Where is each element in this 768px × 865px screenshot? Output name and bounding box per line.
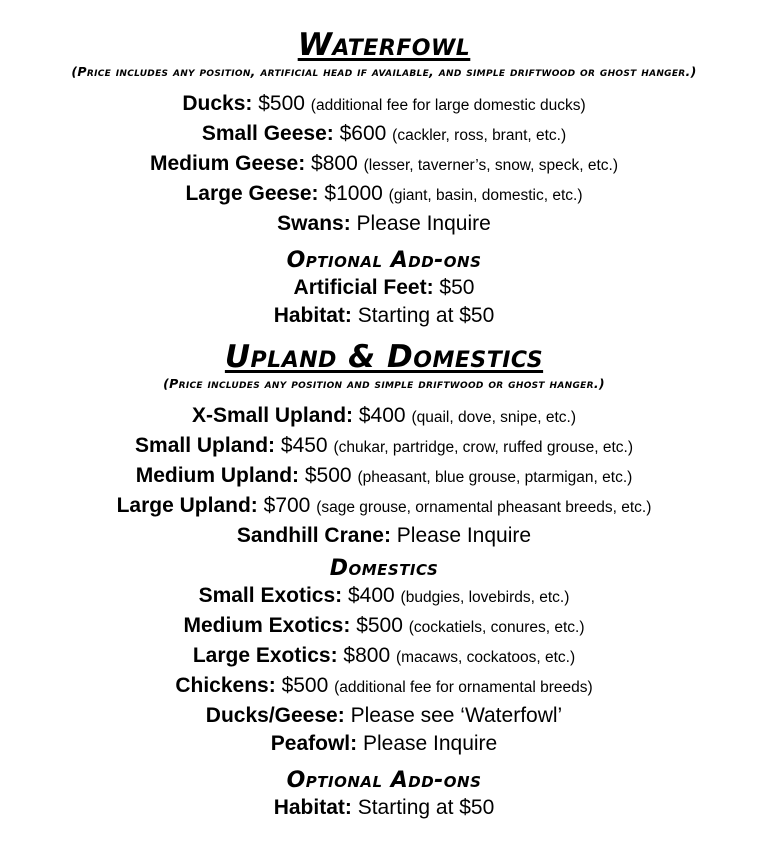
- item-label: X-Small Upland:: [192, 404, 354, 427]
- waterfowl-title: Waterfowl: [297, 27, 471, 63]
- item-label: Small Geese:: [201, 122, 334, 145]
- price-row: [0, 672, 768, 702]
- waterfowl-addons-list: [0, 274, 768, 330]
- item-price: Please see ‘Waterfowl’: [350, 704, 563, 727]
- domestics-addons-title: Optional Add-ons: [286, 768, 482, 793]
- item-label: Large Upland:: [116, 494, 258, 517]
- upland-price-list: [0, 402, 768, 550]
- waterfowl-note: (Price includes any position, artificial head if available, and simple driftwood or ghost hanger.): [71, 64, 697, 79]
- addon-price: $50: [439, 276, 475, 299]
- item-label: Large Exotics:: [192, 644, 338, 667]
- waterfowl-section: [0, 28, 768, 330]
- item-price: Please Inquire: [356, 212, 491, 235]
- item-price: $800: [311, 152, 358, 175]
- item-price: $500: [281, 674, 329, 697]
- item-price: $800: [343, 644, 391, 667]
- addon-price: Starting at $50: [357, 304, 495, 327]
- item-price: Please Inquire: [396, 524, 532, 547]
- item-note: (additional fee for large domestic ducks): [310, 97, 586, 114]
- price-row: [0, 210, 768, 238]
- item-label: Ducks/Geese:: [205, 704, 345, 727]
- domestics-title: Domestics: [329, 556, 439, 581]
- item-label: Small Upland:: [135, 434, 276, 457]
- item-note: (pheasant, blue grouse, ptarmigan, etc.): [357, 469, 633, 486]
- item-note: (budgies, lovebirds, etc.): [400, 589, 570, 606]
- item-price: $400: [358, 404, 406, 427]
- item-price: $600: [339, 122, 387, 145]
- item-price: Please Inquire: [362, 732, 498, 755]
- addon-row: [0, 302, 768, 330]
- price-row: [0, 730, 768, 758]
- item-note: (sage grouse, ornamental pheasant breeds, etc.): [316, 499, 652, 516]
- item-note: (quail, dove, snipe, etc.): [411, 409, 576, 426]
- addon-price: Starting at $50: [357, 796, 495, 819]
- price-row: [0, 492, 768, 522]
- waterfowl-price-list: [0, 90, 768, 238]
- price-row: [0, 702, 768, 730]
- item-label: Ducks:: [182, 92, 253, 115]
- item-label: Chickens:: [175, 674, 276, 697]
- upland-section: [0, 340, 768, 822]
- item-label: Large Geese:: [185, 182, 319, 205]
- addon-label: Artificial Feet:: [293, 276, 434, 299]
- item-label: Peafowl:: [270, 732, 358, 755]
- price-row: [0, 402, 768, 432]
- price-row: [0, 90, 768, 120]
- item-note: (macaws, cockatoos, etc.): [395, 649, 576, 666]
- item-price: $500: [304, 464, 352, 487]
- price-row: [0, 522, 768, 550]
- item-note: (chukar, partridge, crow, ruffed grouse, etc.): [333, 439, 633, 456]
- domestics-addons-list: [0, 794, 768, 822]
- item-label: Medium Exotics:: [183, 614, 351, 637]
- item-price: $450: [280, 434, 328, 457]
- item-label: Swans:: [277, 212, 351, 235]
- item-label: Medium Geese:: [149, 152, 306, 175]
- price-row: [0, 432, 768, 462]
- item-note: (cockatiels, conures, etc.): [408, 619, 585, 636]
- addon-row: [0, 794, 768, 822]
- price-row: [0, 462, 768, 492]
- item-price: $1000: [324, 182, 383, 205]
- item-label: Medium Upland:: [135, 464, 300, 487]
- item-label: Sandhill Crane:: [236, 524, 391, 547]
- item-note: (additional fee for ornamental breeds): [334, 679, 593, 696]
- upland-note: (Price includes any position and simple driftwood or ghost hanger.): [163, 376, 605, 391]
- addon-row: [0, 274, 768, 302]
- item-price: $400: [347, 584, 395, 607]
- addon-label: Habitat:: [273, 796, 352, 819]
- item-note: (giant, basin, domestic, etc.): [388, 187, 583, 204]
- price-row: [0, 150, 768, 180]
- price-row: [0, 582, 768, 612]
- item-price: $500: [356, 614, 403, 637]
- price-row: [0, 120, 768, 150]
- item-label: Small Exotics:: [198, 584, 343, 607]
- domestics-price-list: [0, 582, 768, 758]
- upland-title: Upland & Domestics: [224, 339, 544, 375]
- waterfowl-addons-title: Optional Add-ons: [286, 248, 482, 273]
- item-note: (lesser, taverner’s, snow, speck, etc.): [363, 157, 619, 174]
- item-price: $700: [263, 494, 311, 517]
- item-price: $500: [258, 92, 305, 115]
- price-row: [0, 180, 768, 210]
- item-note: (cackler, ross, brant, etc.): [392, 127, 567, 144]
- price-row: [0, 612, 768, 642]
- price-row: [0, 642, 768, 672]
- addon-label: Habitat:: [273, 304, 352, 327]
